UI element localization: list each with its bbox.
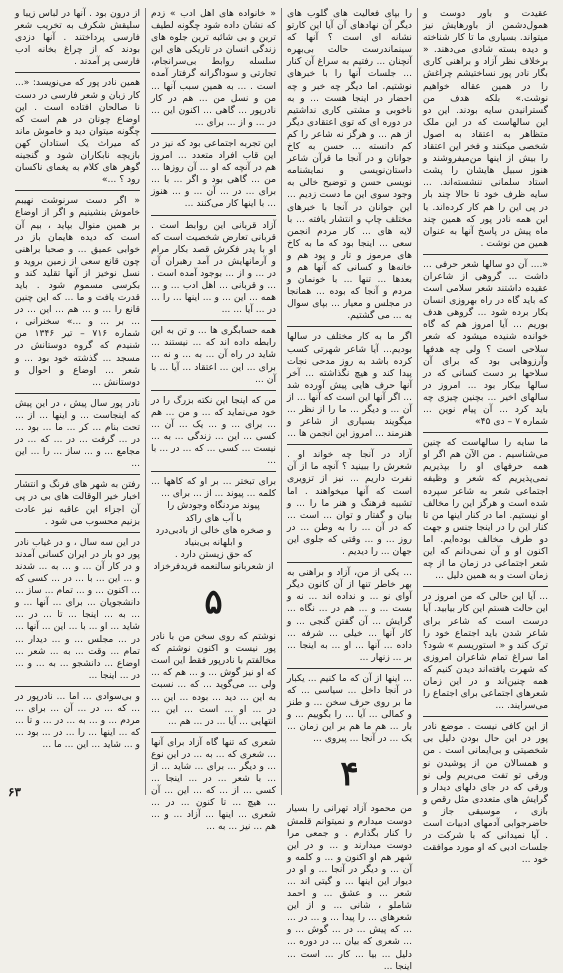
article-paragraph: آزاد قربانی این روابط است . قربانی تعارض شخصیت است که او با پدر فکرش قصد بکار مرام و آرمانهایش در آمد رهبران آن در ... و از ... بوجود آمده است . ... و قربانی ... اهل ادب ... و ... همه ... این ... و ... اینها ... را ... در ... آیا ... ... [151, 219, 276, 316]
article-paragraph: شعری که تنها گاه آزاد برای آنها ... شعری که ... به ... در این نوع ... و دیگر ... برای ... شاید ... از ... با شعر ... در ... اینجا ... کسی ... از ... که ... این ... آن ... هیچ ... تا کنون ... در ... شعری ... اینها ... آزاد ... و ... هم ... نیز ... به ... [151, 736, 276, 833]
article-paragraph: همه حسابگری ها ... و تن به این رابطه داده اند که ... نیستند ... شاید در راه آن ... به ... و نه ... برای ... این ... اعتقاد ... آیا ... با آن ... [151, 325, 276, 385]
paragraph-divider [15, 686, 140, 687]
paragraph-divider [151, 471, 276, 472]
article-paragraph: « خانواده های اهل ادب » زدم که نشان داده شود چگونه لطیف ترین و بی شائبه ترین جلوه های زندگی انسان در تاریکی های این سلسله روابط بی‌سرانجام، تجارتی و سوداگرانه گرفتار آمده است . ... به همین سبب آنها ... من و نسل من ... هم در کار نادرپور ... گاهی ... اکنون این ... در ... و از ... برای ... [151, 8, 276, 128]
paragraph-divider [423, 432, 548, 433]
paragraph-divider [15, 532, 140, 533]
article-paragraph: ... اینها از آن که ما کنیم ... یکبار در آنجا داخل ... سیاسی ... که ما بر روی حرف سخن ... و طنز و کمالی ... آیا ... را بگوییم ... و بار ... هم ما هم بر این زمان ... یک ... در آنجا ... پیروی ... [287, 672, 412, 745]
text-column-1 [417, 8, 553, 866]
article-paragraph: ... یکی از من، آزاد و براهنی به بهر خاطر تنها از آن کانون دیگر آوای نو ... و نداده اند ... نه و بست ... و ... هم در ... نگاه ... گرایش ... آن گفتن گنجی ... و کار آنها ... خیلی ... شرفه ... داده ... آنها ... او ... به اینجا ... بر ... زنهار ... [287, 567, 412, 663]
article-paragraph: ما سایه را سالهاست که چنین می‌شناسیم . من الآن هم اگر او همه حرفهای او را بپذیریم نمی‌پذیریم که شعر و وظیفه اجتماعی شعر به شاعر سپرده شده است و هرگز این را مخالف او نیستیم. اما در کنار اینها من تا کنار این را در اینجا جنس و جهت دو طرف مخالف بوده‌ایم. اما اکنون او و آن نمی‌دانم که این شعر اجتماعی در زمان ما از چه زمان است و به همین دلیل ... [423, 437, 548, 582]
text-column-4 [10, 8, 145, 795]
section-number: ۵ [204, 582, 223, 623]
paragraph-divider [15, 72, 140, 73]
paragraph-divider [151, 390, 276, 391]
paragraph-divider [151, 133, 276, 134]
paragraph-divider [151, 215, 276, 216]
article-paragraph: «.... آن دو سالها شعر حرفی ... داشت ... گروهی از شاعران عقیده داشتند شعر سلامی است که باید گاه در راه بهروزی انسان بکار برده شود ... گروهی هدف بوریم ... آیا امروز هم که گاه خوانده شنیده میشود که شعر سلاحی است ؟ ولی چه هدفها وآرزوهایی بود که برای آن سلاحها بر دست کسانی که در سالها بیکار بود ... امروز در سالهای اخیر ... بچنین چیزی چه باید کرد ... آن پیام نوین ... شماره ۷ – دی ۴۵» [423, 258, 548, 428]
article-paragraph: اگر ما به کار مختلف در سالها بودیم... آیا شاعر شهرتی کسب کرده باشد به روز مدحی نجات پیدا کند و هیچ نگذاشته ... آخر آنها حرف هایی پیش آورده شد ... اگر آنها این است که آنها ... از آن ... و دیگر ... ما را از نظر ... میگویند بسیاری از شاعر و هنرمند ... امروز این انجمن ها ... [287, 331, 412, 440]
article-paragraph: و بی‌سوادی ... اما ... نادرپور در ... که ... در ... آن ... برای ... مردم ... و ... به ... در ... و تا ... که ... اینها ... را ... در ... بود ... و ... شاید ... این ... ما ... [15, 690, 140, 751]
poem-quote: پیوند مردنگاه وجودش را با آب های راکد و صخره های خالی از بادبی‌درد و ابلهانه بی‌بنیاد که حق زیستن دارد . از شعربانو سالنعمه فریدفرخزاد [153, 500, 274, 572]
article-paragraph: در این سه سال ، و در غیاب نادر پور دو بار در ایران کسانی آمدند و در کار آن ... و ... به ... شدند و ... این ... با ... در ... کسی که ... اکنون ... و ... تمام ... ساز ... دانشجویان ... برای ... آنها ... و ... به ... اینجا ... تا ... در ... شاید ... او ... با ... این ... آنها ... در ... مجلس ... و ... دیدار ... تمام ... وقت ... به ... شعر ... اوضاع ... دانشجو ... به ... و ... در ... اینجا ... [15, 536, 140, 681]
article-paragraph: ... آیا این حالی که من امروز در این حالت هستم این کار بیابید. آیا درست است که شاعر برای شاعر شدن باید اجتماع خود را ترک کند و « استوریسم » شود؟ اما سراغ تمام شاعران امروزی که شهرت یافته‌اند دیدن کنیم که همه چنین‌اند و در این زمان شعرهای اجتماعی برای اجتماع را می‌سرایند. ... [423, 591, 548, 712]
text-column-2 [281, 8, 417, 972]
paragraph-divider [151, 320, 276, 321]
magazine-page [10, 8, 553, 972]
article-paragraph: عقیدت و باور دوست و همول‌دشمن از باورهایش نیز میتواند. بسیاری ما تا کار شناخته و دیده بسته شادی می‌دهند. « برخلاف نظر آزاد و براهنی کاری بگار نادر پور نساختیشم چراغش را در همین عقاله خواهیم نوشت.» بلکه هدف من گسترانیدن سایه بودند. این دو این سالهاست که در این ملک متظاهر به اعتقاد به اصول شخصی میکنند و فخر این اعتقاد را بیش از اینها من‌میفروشند و هنوز سبیل هایشان را پشت استاد سلمانی ننشسته‌اند. ... سایه ظرف خود تا حالا چند بار در پی این را هم کار کرده‌اند. با این همه نادر پور که همین چند ماه پیش در پاسخ آنها به عنوان همین من نوشت . [423, 8, 548, 249]
paragraph-divider [423, 716, 548, 717]
paragraph-divider [15, 393, 140, 394]
article-paragraph: « اگر دست سرنوشت نهیبم خاموش بنشینیم و اگر از اوضاع بر همین منوال بپاید ، بیم آن است که دیده هایمان باز در خوابی عمیق ... و صحبا براهنی چون قانع سعی از زمین بروید و نسل نوخیز از آنها تقلید کند و بکرسی مسموم شود . باید قدرت یافت و ما ... که این چنین قانع را ... و ... هم ... این ... در ... بر ... و ...» سخنرانی ، شماره ۷۱۶ – تیر ۱۳۴۶ من شنیدم که گروه دوستانش در مسجد ... گذشته خود بود ... و شعر ... اوضاع و احوال و دوستانش ... [15, 195, 140, 388]
article-paragraph: از این کافی نیست . موضع نادر پور در این حال بودن دلیل بی شخصیتی و بی‌ایمانی است . من و همسالان من از پوشیدن نو ورقی تو تفت می‌بریم ولی نو ورقی که در جای دلهای دیدار و گرایش های متعددی مثل رقص و بازی ، موسیقی جاز و حاضرجوابی آدمهای ادبیات است . آیا نمیدانی که با شرکت در جلسات ادبی که او مورد موافقت خود ... [423, 721, 548, 866]
paragraph-divider [287, 562, 412, 563]
article-paragraph: من محمود آزاد تهرانی را بسیار دوست میدارم و نمیتوانم قلمش را کنار بگذارم . و جمعی مرا دوست میدارند و ... و در این شهر هم او اکنون و ... و کلمه و آن ... و دیگر در آنجا ... و او در دیوار این اینها ... و گیتی اند ... شعر ... و عشق ... و احمد شاملو ، شانی ... و از این شعرهای ... را پیدا ... و ... در ... ... که پیش ... در ... گوش ... و ... شعری که بیان ... در دوره ... دلیل ... بیا ... کار ... است ... اینجا ... [287, 803, 412, 972]
article-paragraph: نوشتم که روی سخن من با نادر پور نیست و اکنون نوشتم که مخالفتم با نادرپور فقط این است که او نیز گوش ... و ... هم که ... ولی ... می‌گوید ... که ... نسبت به این ... دید ... بوده ... این ... در ... او ... است ... این ... انتهایی ... آیا ... در ... هم ... [151, 631, 276, 727]
paragraph-divider [151, 732, 276, 733]
article-paragraph: این تجربه اجتماعی بود که نیز در این قاب افراد متعدد ... امروز هم در آنچه که او ... آن روزها ... من ... گاهی بود و اگر ... با ... برای ... در ... آن ... و ... هنوز ... با اینها کار می‌کنند ... [151, 137, 276, 210]
article-paragraph: را بپای فعالیت های گلوب های دیگر آن نهادهای آن آیا این کارتو نشانه ای است ؟ آنها که سینماندرست حالت بی‌بهره آنچنان ... رفتیم به سراغ آن کنار ... جلسات آنها را با خبرهای نوشتیم. اما دیگر چه خبر و چه احضار در اینجا هست ... و به ناخوبی و مشتی کاری نداشتیم در دوره ای که توی اعتقادی دیگر از هم ... و هرگز نه شاعر را کم کم دانسته ... حسن به کاخ جوانان و در آنجا ما قرآن شاعر داستان‌نویسی و نمایشنامه نویسی حسن و توضیح خالی به وجود سوی این ما دست زدیم ... این جوانان در آنجا با خبرهای مختلف چاپ و انتشار یافته ... با لایه های ... کار مردم انجمن سعی ... اینجا بود که ما به کاخ های مرموز و تار و پود هم و خانه‌ها و کسانی که آنها هم و بعدها ... تنها ... با خونمان و مردم و آنجا که بوده ... همانجا در مجلس و معیار ... بپای سوال به ... می گشتیم. [287, 8, 412, 322]
paragraph-divider [287, 668, 412, 669]
article-paragraph: آزاد در آنجا چه خواند او . شعرش را ببینید ؟ آنچه ما از آن نفرت داریم ... نیز از تزویری است که آنها میخواهند . اما تشبیه فرهنگ و هنر ما را ... و بیان و گفتار و توان ... است ... که در آن ... را به وطن ... در روز ... و ... وقتی که جلوی این جهان ... را دیدیم . [287, 449, 412, 558]
section-number: ۴ [340, 754, 359, 795]
article-paragraph: همین نادر پور که می‌نویسد: «... کار زبان و شعر فارسی در دست نا صالحان افتاده است . این اوضاع چونان در هم است که چگونه میتوان دید و خاموش ماند که میراث یک استادان کهن بازیچه نابکاران شود و گنجینه گوهر های کلام به یغمای ناکسان رود ؟ ...» [15, 77, 140, 186]
article-paragraph: رفتن به شهر های فرنگ و انتشار اخبار خیر الوقالت های بی در پی آن اجزاء این عاقبه نیز عادت بزنیم محسوب می شود . [15, 479, 140, 527]
paragraph-divider [15, 474, 140, 475]
paragraph-divider [423, 254, 548, 255]
paragraph-divider [287, 326, 412, 327]
text-column-3 [145, 8, 281, 833]
article-paragraph: نادر پور سال پیش ، در این پیش که اینجاست ... و اینها ... از ... تحت بنام ... کر ... ما ... بود ... در ... گرفت ... در ... که ... در مجامع ... و ... ساز ... را ... این ... [15, 397, 140, 470]
page-number: ۶۳ [8, 785, 21, 799]
paragraph-divider [423, 586, 548, 587]
article-paragraph: من که اینجا این نکته بزرگ را در خود می‌نماید که ... و من ... هم ... برای ... و ... یک ... آن ... کسی ... این ... زندگی ... به ... نیست ... کسی ... که ... در ... با ... [151, 394, 276, 467]
paragraph-divider [287, 444, 412, 445]
article-paragraph: برای تبختر ... بر او که کاهها ... کلمه ... پیوند ... از ... برای ... [151, 476, 276, 500]
article-paragraph: از درون بود . آنها در لباس زیبا و سلیقش شکرف به تخریب شعر فارسی پرداختند . آنها دزدی بودند که از چراغ بخانه ادب فارسی پر آمدند . [15, 8, 140, 68]
paragraph-divider [15, 190, 140, 191]
